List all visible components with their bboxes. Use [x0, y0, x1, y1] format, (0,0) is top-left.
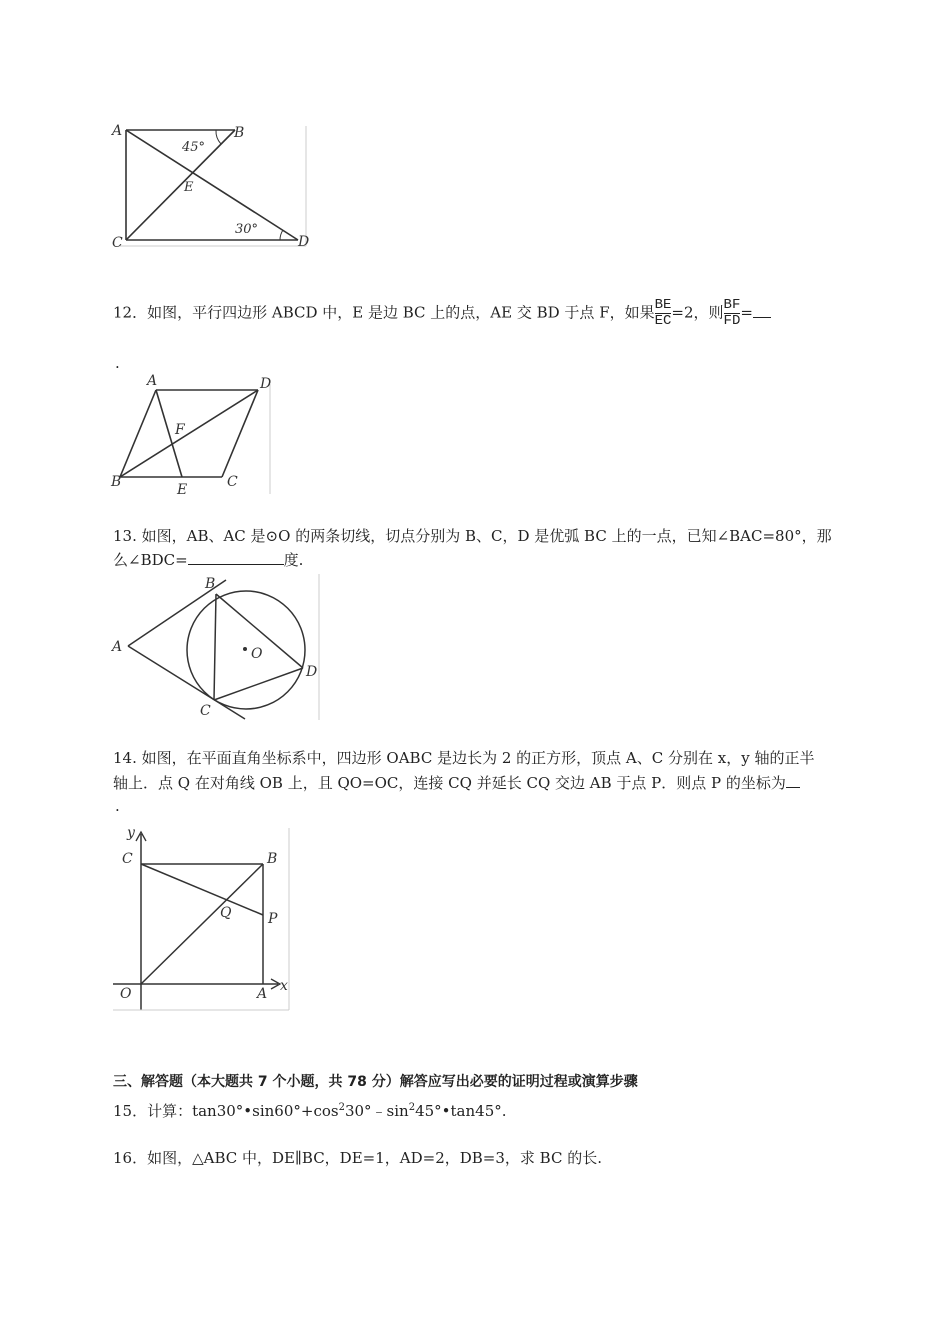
label-Q: Q [220, 905, 232, 921]
angle-30: 30° [235, 222, 259, 237]
q12-tail-dot: . [115, 354, 120, 372]
chord-bc [214, 594, 216, 700]
tangent-ac [128, 646, 245, 719]
label-D: D [260, 376, 272, 392]
diagonal-ob [141, 864, 263, 984]
label-B: B [205, 576, 216, 592]
label-B: B [267, 851, 278, 867]
q12-text: 12．如图，平行四边形 ABCD 中，E 是边 BC 上的点，AE 交 BD 于点 F，如果 [113, 303, 655, 322]
label-O: O [120, 986, 132, 1002]
question-14-line2 [113, 772, 800, 794]
question-12 [113, 298, 771, 329]
q15-exponent-2: 2 [408, 1102, 416, 1113]
q15-exponent-1: 2 [338, 1102, 345, 1113]
angle-arc-d [280, 230, 283, 240]
label-B: B [111, 474, 122, 490]
angle-45: 45° [182, 140, 206, 155]
center-dot [243, 647, 247, 651]
q15-part-c: 45°•tan45°. [415, 1102, 507, 1120]
figure-q14 [110, 820, 295, 1015]
angle-arc-b [216, 130, 221, 144]
figure-q12 [110, 372, 290, 497]
label-A: A [257, 986, 268, 1002]
label-D: D [306, 664, 318, 680]
label-C: C [200, 703, 211, 719]
q13-suffix: 度. [283, 551, 304, 569]
edge-ab [120, 390, 156, 477]
label-O: O [251, 646, 263, 662]
diagonal-bd [120, 390, 258, 477]
chord-cd [214, 668, 303, 700]
question-15 [113, 1097, 507, 1122]
label-C: C [122, 851, 133, 867]
answer-blank-q13 [188, 550, 284, 565]
question-14-line1: 14. 如图，在平面直角坐标系中，四边形 OABC 是边长为 2 的正方形，顶点 A、C 分别在 x，y 轴的正半 [113, 749, 815, 767]
q15-part-b: 30°﹣sin [344, 1102, 409, 1120]
label-B: B [234, 125, 245, 141]
label-A: A [112, 123, 123, 139]
q12-mid: =2，则 [671, 303, 724, 322]
label-C: C [112, 235, 123, 251]
label-P: P [268, 911, 278, 927]
label-x: x [280, 978, 288, 994]
fraction-be-ec: $\frac{BE}{EC}$ [654, 297, 672, 329]
label-C: C [227, 474, 238, 490]
figure-q11 [110, 120, 315, 255]
answer-blank-q14 [786, 773, 800, 788]
question-13-line1: 13. 如图，AB、AC 是⊙O 的两条切线，切点分别为 B、C，D 是优弧 BC 上的一点，已知∠BAC=80°，那 [113, 527, 832, 545]
figure-q13 [108, 572, 328, 722]
q12-suffix: = [740, 303, 753, 322]
label-E: E [177, 482, 188, 497]
label-D: D [298, 234, 310, 250]
question-16: 16．如图，△ABC 中，DE∥BC，DE=1，AD=2，DB=3，求 BC 的长. [113, 1149, 602, 1167]
label-y: y [127, 825, 135, 841]
q15-part-a: 15．计算：tan30°•sin60°+cos [113, 1102, 339, 1120]
question-13-line2 [113, 549, 303, 571]
fraction-bf-fd: $\frac{BF}{FD}$ [723, 297, 741, 329]
label-A: A [147, 373, 158, 389]
q14-text: 轴上．点 Q 在对角线 OB 上，且 QO=OC，连接 CQ 并延长 CQ 交边 AB 于点 P．则点 P 的坐标为 [113, 774, 786, 792]
label-F: F [175, 422, 185, 438]
edge-cb [126, 130, 235, 240]
edge-ad [126, 130, 298, 240]
label-A: A [112, 639, 123, 655]
q14-tail-dot: . [115, 797, 120, 815]
label-E: E [184, 180, 194, 195]
segment-cp [141, 864, 263, 915]
answer-blank-q12 [753, 303, 771, 318]
section-3-heading: 三、解答题（本大题共 7 个小题，共 78 分）解答应写出必要的证明过程或演算步骤 [113, 1074, 638, 1090]
edge-dc [222, 390, 258, 477]
q13-prefix: 么∠BDC= [113, 551, 188, 569]
